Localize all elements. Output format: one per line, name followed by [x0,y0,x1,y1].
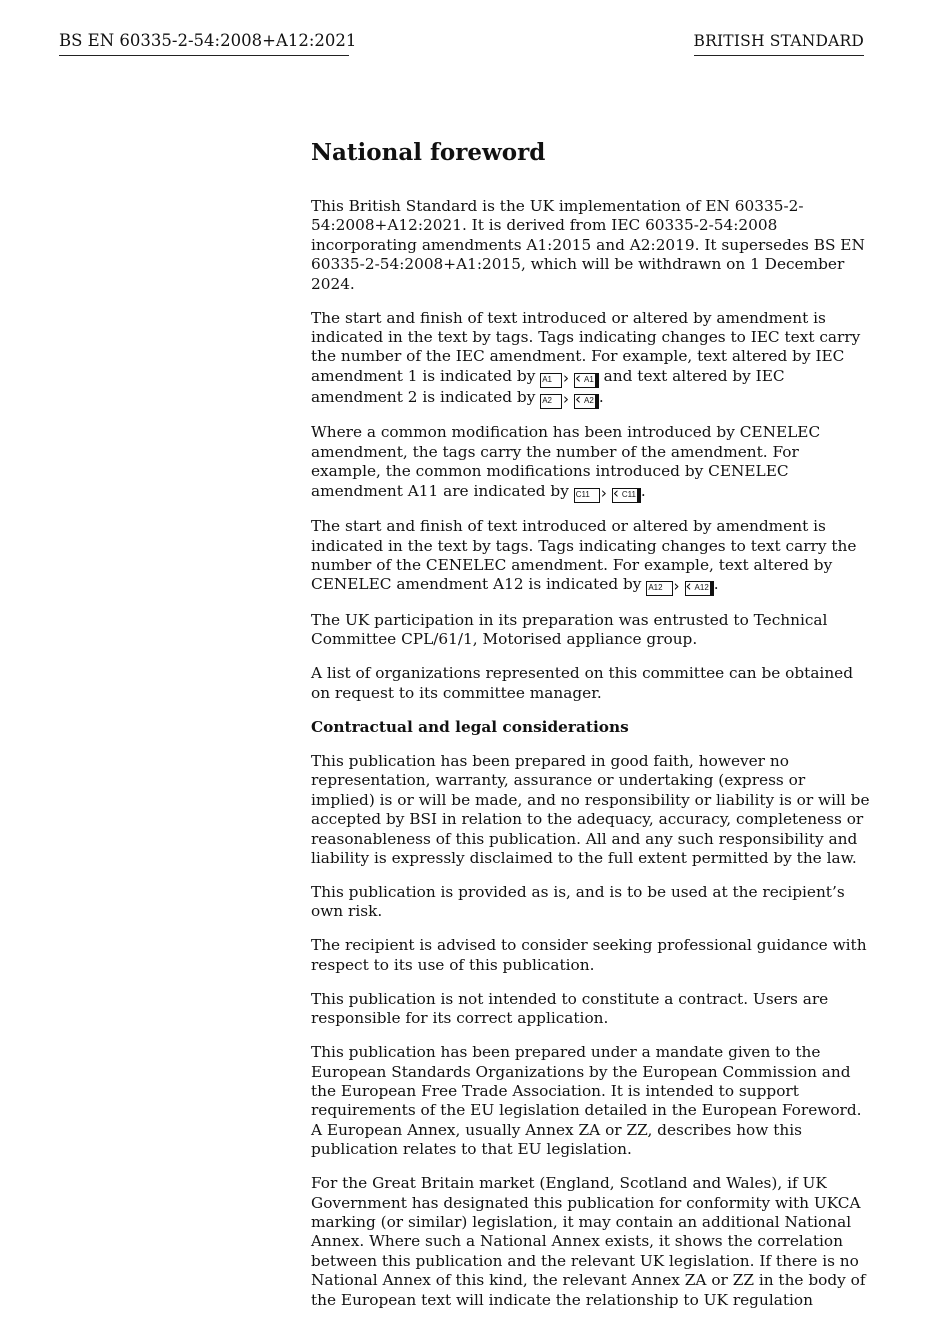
paragraph-gb-market: For the Great Britain market (England, Scotland and Wales), if UK Government has designated this publication for conformity with UKCA marking (or similar) legislation, it may contain an additional National Annex. Where such a National Annex exists, it shows the correlation between this publication and the relevant UK legislation. If there is no National Annex of this kind, the relevant Annex ZA or ZZ in the body of the European text will indicate the relationship to UK regulation [311,1174,866,1309]
text-segment: The start and finish of text introduced or altered by amendment is indicated in the text by tags. Tags indicating changes to IEC text carry the number of the IEC amendment. For example, text altered by IEC amendment 1 is indicated by [311,308,861,385]
text-segment: . [640,481,646,500]
amendment-tag-open-a2: A2 › [540,394,562,409]
paragraph-contract: This publication is not intended to constitute a contract. Users are responsible for its correct application. [311,989,829,1028]
amendment-tag-close-c11: ‹ C11 [612,488,641,503]
page-title: National foreword [311,139,546,166]
amendment-tag-close-a1: ‹ A1 [574,373,599,388]
paragraph-iec-tags [311,309,871,409]
text-segment: . [713,575,719,594]
paragraph-organizations: A list of organizations represented on this committee can be obtained on request to its committee manager. [311,664,854,702]
paragraph-cenelec-tags [311,517,871,596]
text-segment: . [598,387,604,406]
paragraph-mandate: This publication has been prepared under a mandate given to the European Standards Organizations by the European Commission and the European Free Trade Association. It is intended to support requirements of the EU legislation detailed in the European Foreword. A European Annex, usually Annex ZA or ZZ, describes how this publication relates to that EU legislation. [311,1043,862,1159]
amendment-tag-close-a12: ‹ A12 [685,581,714,596]
text-segment: and text altered by IEC amendment 2 is indicated by [311,366,785,406]
text-segment: The start and finish of text introduced or altered by amendment is indicated in the text by tags. Tags indicating changes to text carry the number of the CENELEC amendment. For example, text altered by CENELEC amendment A12 is indicated by [311,517,857,594]
foreword-body [311,138,871,1325]
paragraph-guidance: The recipient is advised to consider seeking professional guidance with respect to its use of this publication. [311,936,867,974]
document-id: BS EN 60335-2-54:2008+A12:2021 [59,31,349,56]
series-label: BRITISH STANDARD [694,32,865,56]
paragraph-implementation: This British Standard is the UK implementation of EN 60335-2-54:2008+A12:2021. It is derived from IEC 60335-2-54:2008 incorporating amendments A1:2015 and A2:2019. It supersedes BS EN 60335-2-54:2008+A1:2015, which will be withdrawn on 1 December 2024. [311,197,865,293]
paragraph-cenelec-common-mod [311,423,871,502]
amendment-tag-open-a12: A12 › [646,581,672,596]
paragraph-committee: The UK participation in its preparation was entrusted to Technical Committee CPL/61/1, Motorised appliance group. [311,611,828,649]
section-subheading: Contractual and legal considerations [311,717,629,736]
amendment-tag-open-a1: A1 › [540,373,562,388]
text-segment: Where a common modification has been introduced by CENELEC amendment, the tags carry the number of the amendment. For example, the common modifications introduced by CENELEC amendment A11 are indicated by [311,423,821,500]
paragraph-disclaimer: This publication has been prepared in good faith, however no representation, warranty, assurance or undertaking (express or implied) is or will be made, and no responsibility or liability is or will be accepted by BSI in relation to the adequacy, accuracy, completeness or reasonableness of this publication. All and any such responsibility and liability is expressly disclaimed to the full extent permitted by the law. [311,751,870,867]
paragraph-as-is: This publication is provided as is, and is to be used at the recipient’s own risk. [311,882,845,921]
amendment-tag-open-c11: C11 › [574,488,600,503]
amendment-tag-close-a2: ‹ A2 [574,394,599,409]
